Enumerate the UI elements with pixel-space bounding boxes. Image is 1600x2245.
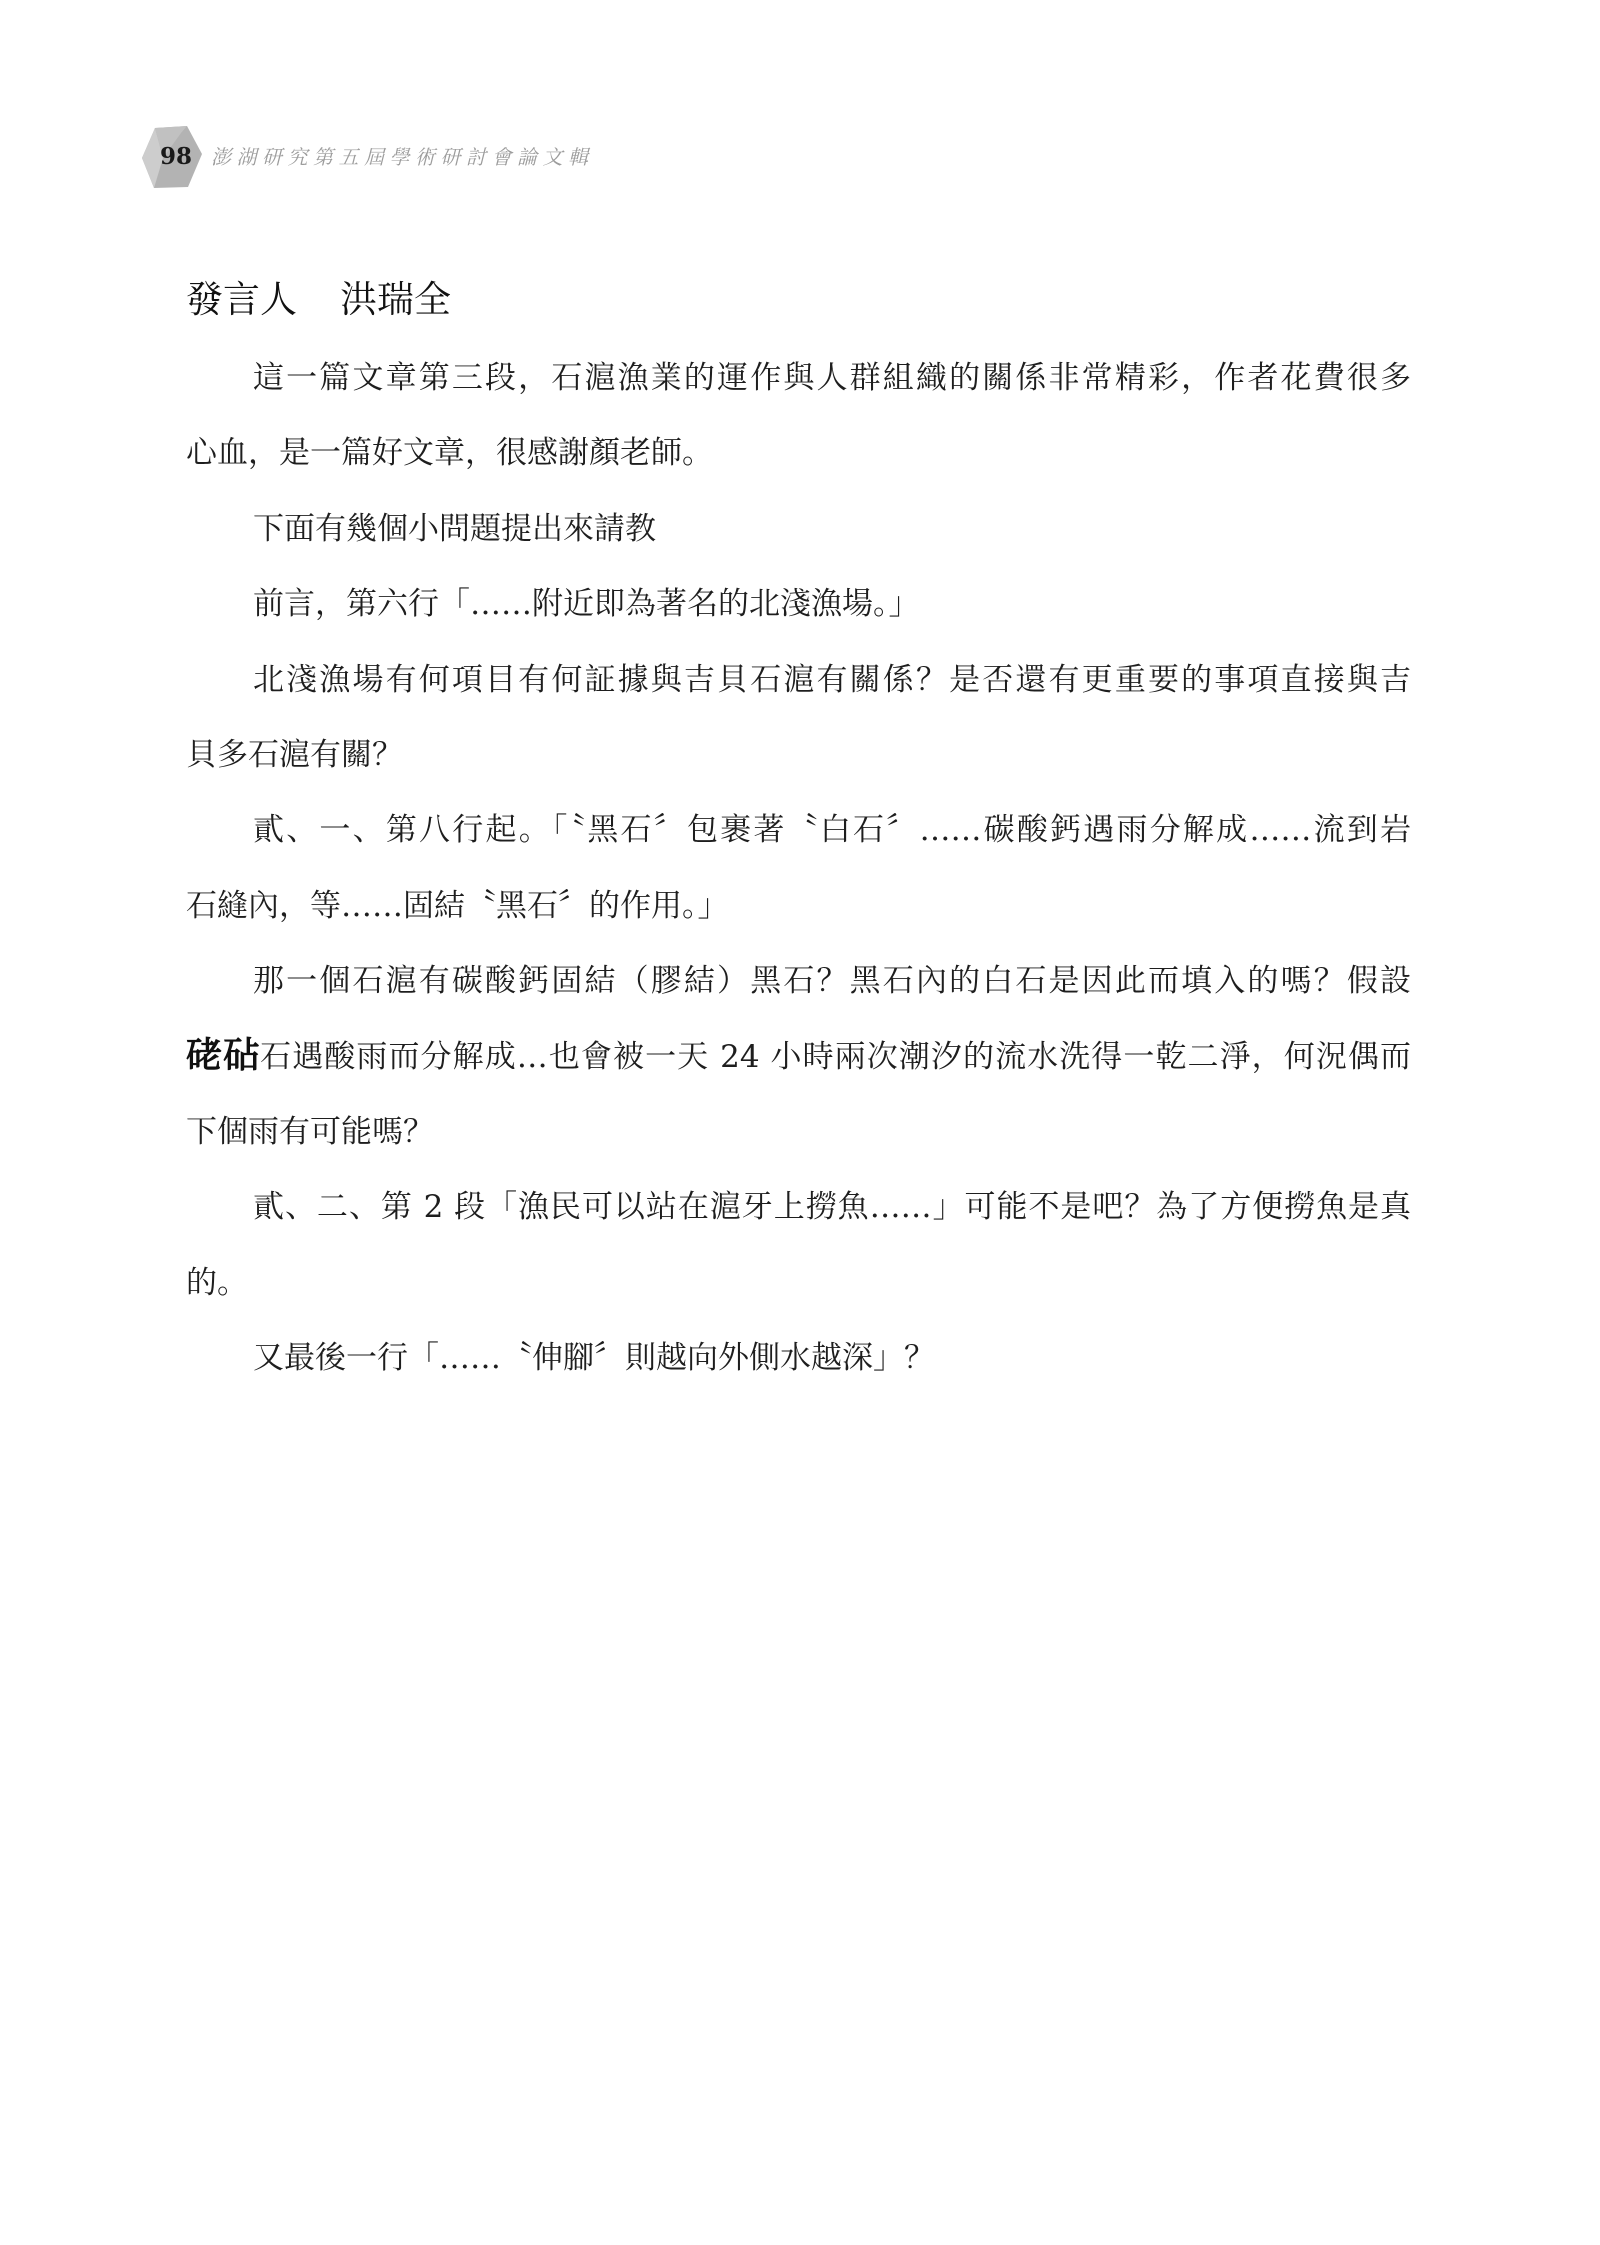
- speaker-name: 洪瑞全: [340, 278, 451, 321]
- paragraph: [186, 567, 1411, 642]
- text-line: 這一篇文章第三段，石滬漁業的運作與人群組織的關係非常精彩，作者花費很多: [253, 360, 1411, 396]
- paragraph: [186, 492, 1411, 567]
- text-line: 那一個石滬有碳酸鈣固結（膠結）黑石？黑石內的白石是因此而填入的嗎？假設: [253, 963, 1411, 1000]
- paragraph: [186, 793, 1411, 944]
- speaker-role-label: 發言人: [186, 278, 297, 321]
- paragraph: [186, 1170, 1411, 1321]
- paragraph: [186, 944, 1411, 1170]
- paragraph: [186, 341, 1411, 492]
- text-line-rest: 石遇酸雨而分解成…也會被一天 24 小時兩次潮汐的流水洗得一乾二淨，何況偶而: [260, 1038, 1411, 1075]
- text-line: 石縫內，等……固結〝黑石〞的作用。」: [186, 887, 729, 924]
- page-number: 98: [159, 143, 192, 170]
- text-line: 下個雨有可能嗎？: [186, 1113, 434, 1150]
- text-line: [186, 1020, 1411, 1095]
- text-line: 北淺漁場有何項目有何証據與吉貝石滬有關係？是否還有更重要的事項直接與吉: [253, 661, 1411, 698]
- text-line: 又最後一行「……〝伸腳〞則越向外側水越深」？: [253, 1340, 935, 1377]
- text-line: 貳、二、第 2 段「漁民可以站在滬牙上撈魚……」可能不是吧？為了方便撈魚是真: [253, 1189, 1411, 1226]
- emphasized-term: 硓砧: [186, 1033, 261, 1076]
- running-title: 澎湖研究第五屆學術研討會論文輯: [211, 145, 594, 169]
- text-line: 下面有幾個小問題提出來請教: [253, 510, 656, 547]
- text-line: 貳、一、第八行起。「〝黑石〞包裹著〝白石〞……碳酸鈣遇雨分解成……流到岩: [253, 812, 1411, 849]
- text-line: 貝多石滬有關？: [186, 736, 403, 773]
- paragraph: [186, 643, 1411, 794]
- text-line: 的。: [186, 1264, 248, 1301]
- paragraph: [186, 1321, 1411, 1396]
- speaker-heading: [186, 275, 451, 325]
- text-line: 前言，第六行「……附近即為著名的北淺漁場。」: [253, 586, 920, 623]
- text-line: 心血，是一篇好文章，很感謝顏老師。: [186, 435, 713, 472]
- statement-body: [186, 341, 1411, 1396]
